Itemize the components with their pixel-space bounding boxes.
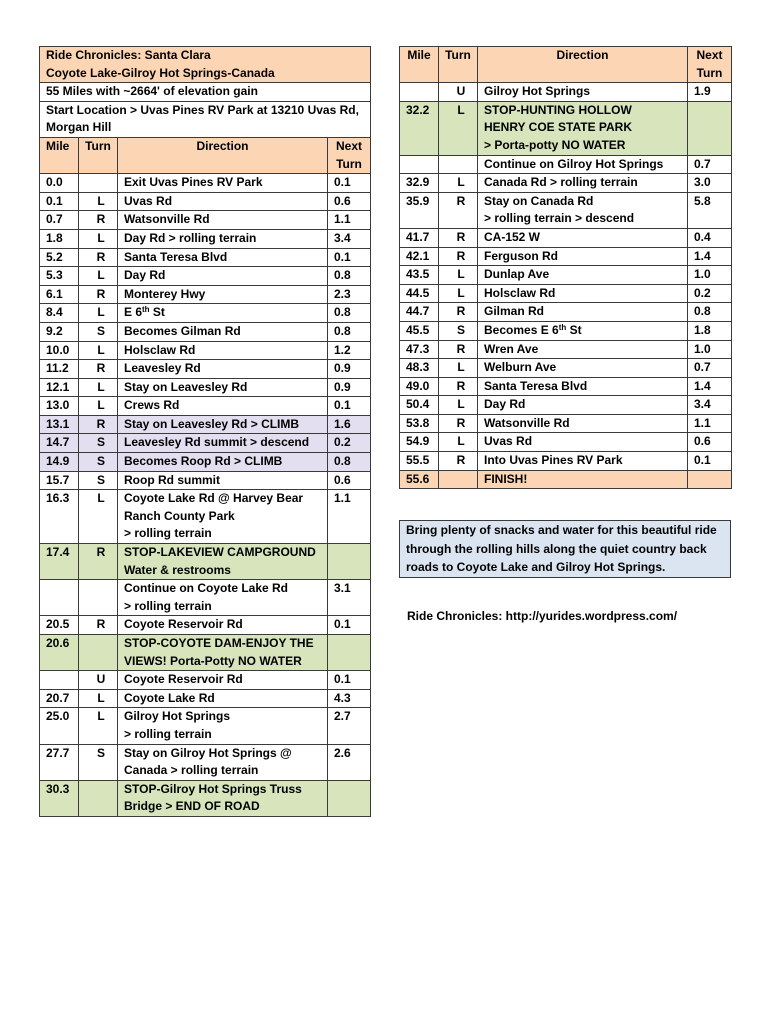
cue-mile: 13.1 — [40, 415, 79, 434]
cue-direction-text: Coyote Lake Rd @ Harvey Bear Ranch County Park > rolling terrain — [124, 491, 304, 541]
cue-sheet-right — [399, 46, 732, 489]
cue-row — [40, 229, 371, 248]
cue-mile: 8.4 — [40, 304, 79, 323]
cue-mile: 20.6 — [40, 635, 79, 671]
cue-direction — [118, 616, 328, 635]
cue-sheet-left — [39, 46, 371, 817]
cue-direction-text: Day Rd > rolling terrain — [124, 230, 257, 245]
cue-mile: 30.3 — [40, 780, 79, 816]
cue-mile: 55.5 — [400, 452, 439, 471]
cue-turn: L — [79, 229, 118, 248]
cue-direction — [478, 377, 688, 396]
cue-turn: R — [79, 211, 118, 230]
cue-next-turn: 0.7 — [688, 155, 732, 174]
cue-direction-text: Uvas Rd — [484, 434, 533, 449]
cue-turn: S — [439, 321, 478, 340]
cue-next-turn: 0.9 — [328, 378, 371, 397]
cue-direction-text: Watsonville Rd — [124, 212, 210, 227]
cue-direction-text: Holsclaw Rd — [484, 285, 556, 300]
cue-next-turn: 0.8 — [328, 267, 371, 286]
cue-turn: S — [79, 322, 118, 341]
cue-direction — [478, 266, 688, 285]
cue-direction — [118, 780, 328, 816]
cue-direction — [478, 155, 688, 174]
cue-direction — [118, 708, 328, 744]
cue-row — [400, 396, 732, 415]
cue-direction-tail: St — [566, 322, 582, 337]
cue-turn: L — [439, 396, 478, 415]
cue-row — [400, 83, 732, 102]
cue-direction-text: Roop Rd summit — [124, 472, 220, 487]
cue-direction-text: Welburn Ave — [484, 360, 557, 375]
cue-row — [40, 192, 371, 211]
ride-note: Bring plenty of snacks and water for this beautiful ride through the rolling hills along the quiet country back roads to Coyote Lake and Gilroy Hot Springs. — [399, 520, 731, 578]
cue-row — [400, 377, 732, 396]
cue-next-turn: 1.0 — [688, 340, 732, 359]
cue-row — [40, 341, 371, 360]
cue-turn — [439, 470, 478, 489]
cue-direction-text: Watsonville Rd — [484, 415, 570, 430]
cue-row — [40, 397, 371, 416]
cue-mile: 17.4 — [40, 544, 79, 580]
cue-mile: 41.7 — [400, 228, 439, 247]
cue-mile — [400, 83, 439, 102]
cue-direction-text: E 6 — [124, 305, 143, 320]
cue-row — [40, 360, 371, 379]
cue-next-turn: 2.3 — [328, 285, 371, 304]
cue-direction — [118, 580, 328, 616]
cue-direction-text: Canada Rd > rolling terrain — [484, 175, 638, 190]
cue-turn: R — [79, 248, 118, 267]
cue-next-turn: 1.8 — [688, 321, 732, 340]
cue-next-turn: 0.6 — [328, 192, 371, 211]
cue-next-turn: 0.2 — [688, 284, 732, 303]
cue-turn: L — [439, 101, 478, 155]
cue-mile: 45.5 — [400, 321, 439, 340]
ride-title-line1: Ride Chronicles: Santa Clara — [46, 48, 211, 62]
cue-direction-text: Leavesley Rd summit > descend — [124, 435, 310, 450]
cue-row — [40, 211, 371, 230]
cue-turn: R — [79, 544, 118, 580]
cue-next-turn: 0.1 — [328, 174, 371, 193]
blog-link[interactable]: Ride Chronicles: http://yurides.wordpress.com/ — [407, 609, 678, 623]
cue-mile: 25.0 — [40, 708, 79, 744]
ride-title — [40, 47, 371, 83]
cue-turn: L — [79, 397, 118, 416]
cue-direction — [118, 229, 328, 248]
col-header-next-turn: Next Turn — [328, 137, 371, 173]
cue-direction-text: Becomes Roop Rd > CLIMB — [124, 454, 283, 469]
cue-next-turn: 5.8 — [688, 192, 732, 228]
cue-mile: 44.7 — [400, 303, 439, 322]
cue-row — [400, 414, 732, 433]
cue-direction-text: Stay on Canada Rd > rolling terrain > descend — [484, 193, 635, 226]
cue-turn: L — [439, 359, 478, 378]
cue-row — [40, 616, 371, 635]
cue-direction — [478, 174, 688, 193]
cue-turn: L — [79, 708, 118, 744]
cue-mile: 16.3 — [40, 490, 79, 544]
cue-direction-tail: St — [149, 305, 165, 320]
cue-direction-text: Coyote Reservoir Rd — [124, 617, 243, 632]
cue-row — [400, 228, 732, 247]
cue-next-turn: 1.4 — [688, 377, 732, 396]
cue-mile: 43.5 — [400, 266, 439, 285]
cue-sheet-right-body — [400, 47, 732, 489]
cue-direction-text: Exit Uvas Pines RV Park — [124, 175, 263, 190]
cue-mile: 48.3 — [400, 359, 439, 378]
cue-mile: 10.0 — [40, 341, 79, 360]
cue-next-turn: 2.6 — [328, 744, 371, 780]
cue-direction — [118, 471, 328, 490]
cue-row — [40, 304, 371, 323]
ride-summary: 55 Miles with ~2664' of elevation gain — [40, 83, 371, 102]
cue-direction-text: Continue on Coyote Lake Rd > rolling terrain — [124, 581, 289, 613]
cue-next-turn: 0.2 — [328, 434, 371, 453]
cue-turn: R — [439, 192, 478, 228]
cue-mile: 44.5 — [400, 284, 439, 303]
cue-mile — [400, 155, 439, 174]
cue-row — [400, 266, 732, 285]
cue-direction — [478, 414, 688, 433]
cue-next-turn: 0.6 — [328, 471, 371, 490]
cue-mile: 27.7 — [40, 744, 79, 780]
cue-turn: R — [439, 414, 478, 433]
cue-row — [40, 780, 371, 816]
cue-direction — [478, 470, 688, 489]
cue-mile: 50.4 — [400, 396, 439, 415]
cue-mile: 0.0 — [40, 174, 79, 193]
cue-row — [40, 415, 371, 434]
col-header-turn: Turn — [439, 47, 478, 83]
cue-next-turn: 0.4 — [688, 228, 732, 247]
cue-direction-text: Continue on Gilroy Hot Springs — [484, 156, 664, 171]
cue-turn — [79, 174, 118, 193]
cue-turn: R — [79, 616, 118, 635]
cue-direction — [118, 322, 328, 341]
col-header-direction: Direction — [118, 137, 328, 173]
cue-direction-text: Gilroy Hot Springs > rolling terrain — [124, 709, 231, 741]
cue-mile: 32.2 — [400, 101, 439, 155]
cue-next-turn: 0.1 — [688, 452, 732, 471]
cue-mile: 14.9 — [40, 453, 79, 472]
cue-direction — [118, 248, 328, 267]
cue-turn: L — [79, 490, 118, 544]
cue-turn: L — [439, 174, 478, 193]
cue-turn — [79, 635, 118, 671]
cue-direction-text: Gilroy Hot Springs — [484, 84, 591, 99]
cue-turn: L — [439, 266, 478, 285]
cue-mile: 42.1 — [400, 247, 439, 266]
cue-direction — [478, 247, 688, 266]
cue-direction — [118, 174, 328, 193]
cue-turn: L — [79, 267, 118, 286]
cue-turn: R — [439, 247, 478, 266]
cue-direction — [478, 101, 688, 155]
cue-mile: 55.6 — [400, 470, 439, 489]
cue-row — [40, 267, 371, 286]
cue-row — [400, 340, 732, 359]
cue-next-turn: 1.0 — [688, 266, 732, 285]
cue-turn: U — [79, 671, 118, 690]
cue-row — [400, 174, 732, 193]
cue-next-turn: 3.4 — [328, 229, 371, 248]
cue-turn: U — [439, 83, 478, 102]
cue-next-turn: 0.8 — [328, 322, 371, 341]
cue-direction — [478, 340, 688, 359]
cue-direction — [478, 284, 688, 303]
cue-next-turn: 1.6 — [328, 415, 371, 434]
cue-row — [400, 452, 732, 471]
cue-next-turn: 0.8 — [328, 304, 371, 323]
cue-direction — [118, 744, 328, 780]
cue-next-turn: 1.4 — [688, 247, 732, 266]
cue-direction-text: Coyote Lake Rd — [124, 690, 215, 705]
cue-row — [400, 284, 732, 303]
cue-direction-text: Stay on Leavesley Rd > CLIMB — [124, 416, 300, 431]
cue-direction-text: Uvas Rd — [124, 193, 173, 208]
cue-turn: L — [439, 284, 478, 303]
cue-direction-text: Monterey Hwy — [124, 286, 206, 301]
col-header-mile: Mile — [40, 137, 79, 173]
cue-direction-text: CA-152 W — [484, 229, 541, 244]
cue-direction-text: Holsclaw Rd — [124, 342, 196, 357]
cue-mile: 14.7 — [40, 434, 79, 453]
cue-direction-text: Stay on Gilroy Hot Springs @ Canada > rolling terrain — [124, 745, 292, 778]
cue-direction — [118, 211, 328, 230]
cue-row — [40, 544, 371, 580]
cue-next-turn: 1.2 — [328, 341, 371, 360]
cue-next-turn: 3.4 — [688, 396, 732, 415]
col-header-next-turn: Next Turn — [688, 47, 732, 83]
cue-row — [40, 453, 371, 472]
cue-turn: L — [439, 433, 478, 452]
cue-row — [400, 433, 732, 452]
cue-mile: 0.1 — [40, 192, 79, 211]
cue-row — [400, 101, 732, 155]
cue-next-turn: 0.1 — [328, 616, 371, 635]
cue-direction-text: STOP-HUNTING HOLLOW HENRY COE STATE PARK > Porta-potty NO WATER — [484, 102, 633, 152]
cue-next-turn: 0.1 — [328, 671, 371, 690]
cue-direction — [118, 267, 328, 286]
cue-row — [40, 471, 371, 490]
cue-direction — [118, 285, 328, 304]
cue-turn — [79, 580, 118, 616]
cue-mile: 13.0 — [40, 397, 79, 416]
cue-row — [400, 155, 732, 174]
cue-direction — [118, 341, 328, 360]
cue-next-turn: 0.8 — [328, 453, 371, 472]
cue-direction — [478, 433, 688, 452]
cue-row — [40, 744, 371, 780]
ride-title-line2: Coyote Lake-Gilroy Hot Springs-Canada — [46, 65, 275, 80]
cue-row — [40, 285, 371, 304]
cue-direction-text: Stay on Leavesley Rd — [124, 379, 248, 394]
cue-turn: R — [439, 340, 478, 359]
cue-direction — [118, 378, 328, 397]
cue-direction — [118, 490, 328, 544]
cue-turn — [439, 155, 478, 174]
cue-direction-text: Wren Ave — [484, 341, 539, 356]
cue-direction-text: Crews Rd — [124, 398, 180, 413]
cue-turn: R — [439, 228, 478, 247]
cue-direction-text: STOP-Gilroy Hot Springs Truss Bridge > END OF ROAD — [124, 781, 302, 814]
cue-mile: 5.3 — [40, 267, 79, 286]
cue-direction — [118, 360, 328, 379]
ordinal-suffix: th — [142, 305, 150, 315]
cue-row — [400, 247, 732, 266]
cue-row — [40, 708, 371, 744]
cue-row — [40, 635, 371, 671]
cue-mile: 49.0 — [400, 377, 439, 396]
cue-row — [40, 580, 371, 616]
cue-next-turn: 0.8 — [688, 303, 732, 322]
cue-turn: S — [79, 453, 118, 472]
cue-mile: 5.2 — [40, 248, 79, 267]
cue-next-turn — [688, 101, 732, 155]
cue-direction-text: Day Rd — [124, 268, 166, 283]
cue-direction — [118, 304, 328, 323]
cue-next-turn — [328, 635, 371, 671]
cue-direction — [478, 321, 688, 340]
cue-row — [400, 192, 732, 228]
start-location: Start Location > Uvas Pines RV Park at 13210 Uvas Rd, Morgan Hill — [40, 101, 371, 137]
cue-direction — [118, 415, 328, 434]
cue-direction — [478, 83, 688, 102]
cue-row — [40, 689, 371, 708]
cue-next-turn: 3.0 — [688, 174, 732, 193]
cue-row — [40, 174, 371, 193]
cue-direction-text: Dunlap Ave — [484, 267, 550, 282]
cue-direction — [478, 303, 688, 322]
cue-next-turn: 4.3 — [328, 689, 371, 708]
cue-row — [40, 322, 371, 341]
cue-mile: 15.7 — [40, 471, 79, 490]
cue-direction-text: Coyote Reservoir Rd — [124, 672, 243, 687]
cue-row — [40, 248, 371, 267]
cue-direction — [478, 452, 688, 471]
cue-direction — [118, 453, 328, 472]
cue-next-turn: 1.1 — [328, 490, 371, 544]
cue-next-turn: 2.7 — [328, 708, 371, 744]
ordinal-suffix: th — [558, 322, 567, 332]
cue-direction-text: Ferguson Rd — [484, 248, 558, 263]
cue-direction — [118, 635, 328, 671]
cue-mile: 35.9 — [400, 192, 439, 228]
cue-direction — [118, 434, 328, 453]
cue-direction — [478, 396, 688, 415]
cue-turn: R — [79, 285, 118, 304]
cue-row — [400, 321, 732, 340]
cue-turn: L — [79, 378, 118, 397]
cue-turn: L — [79, 341, 118, 360]
cue-turn: R — [79, 360, 118, 379]
cue-direction — [478, 192, 688, 228]
cue-next-turn: 0.7 — [688, 359, 732, 378]
cue-row — [40, 434, 371, 453]
cue-mile: 9.2 — [40, 322, 79, 341]
cue-mile: 11.2 — [40, 360, 79, 379]
cue-next-turn: 0.1 — [328, 248, 371, 267]
cue-direction-text: Becomes E 6 — [484, 322, 559, 337]
cue-direction — [118, 544, 328, 580]
cue-direction — [118, 689, 328, 708]
cue-mile: 1.8 — [40, 229, 79, 248]
cue-turn: R — [439, 303, 478, 322]
cue-turn: S — [79, 471, 118, 490]
cue-next-turn: 3.1 — [328, 580, 371, 616]
cue-turn — [79, 780, 118, 816]
cue-turn: R — [79, 415, 118, 434]
cue-row — [400, 470, 732, 489]
cue-mile: 32.9 — [400, 174, 439, 193]
cue-mile: 12.1 — [40, 378, 79, 397]
cue-turn: L — [79, 304, 118, 323]
cue-next-turn: 0.6 — [688, 433, 732, 452]
cue-row — [40, 490, 371, 544]
cue-direction — [118, 397, 328, 416]
cue-next-turn — [688, 470, 732, 489]
cue-next-turn: 1.1 — [688, 414, 732, 433]
cue-mile: 54.9 — [400, 433, 439, 452]
cue-next-turn: 0.1 — [328, 397, 371, 416]
cue-direction-text: Santa Teresa Blvd — [484, 378, 588, 393]
cue-mile: 6.1 — [40, 285, 79, 304]
cue-row — [40, 378, 371, 397]
cue-turn: L — [79, 689, 118, 708]
cue-next-turn — [328, 780, 371, 816]
cue-next-turn — [328, 544, 371, 580]
cue-mile: 20.5 — [40, 616, 79, 635]
cue-direction — [478, 359, 688, 378]
cue-sheet-left-body — [40, 47, 371, 817]
cue-turn: S — [79, 744, 118, 780]
cue-direction — [118, 192, 328, 211]
cue-direction-text: Gilman Rd — [484, 304, 545, 319]
cue-mile: 53.8 — [400, 414, 439, 433]
cue-direction-text: STOP-LAKEVIEW CAMPGROUND Water & restrooms — [124, 545, 316, 577]
cue-direction-text: FINISH! — [484, 471, 528, 486]
cue-turn: R — [439, 377, 478, 396]
cue-row — [400, 303, 732, 322]
cue-turn: S — [79, 434, 118, 453]
cue-next-turn: 1.9 — [688, 83, 732, 102]
cue-direction-text: STOP-COYOTE DAM-ENJOY THE VIEWS! Porta-Potty NO WATER — [124, 636, 314, 668]
cue-row — [40, 671, 371, 690]
cue-direction — [478, 228, 688, 247]
cue-row — [400, 359, 732, 378]
cue-next-turn: 0.9 — [328, 360, 371, 379]
col-header-direction: Direction — [478, 47, 688, 83]
cue-direction-text: Becomes Gilman Rd — [124, 323, 241, 338]
cue-turn: L — [79, 192, 118, 211]
col-header-mile: Mile — [400, 47, 439, 83]
cue-mile: 20.7 — [40, 689, 79, 708]
cue-mile — [40, 580, 79, 616]
cue-mile: 0.7 — [40, 211, 79, 230]
cue-direction-text: Leavesley Rd — [124, 361, 201, 376]
cue-next-turn: 1.1 — [328, 211, 371, 230]
cue-direction — [118, 671, 328, 690]
col-header-turn: Turn — [79, 137, 118, 173]
cue-turn: R — [439, 452, 478, 471]
cue-mile: 47.3 — [400, 340, 439, 359]
cue-direction-text: Santa Teresa Blvd — [124, 249, 228, 264]
cue-mile — [40, 671, 79, 690]
cue-direction-text: Into Uvas Pines RV Park — [484, 453, 623, 468]
cue-direction-text: Day Rd — [484, 397, 526, 412]
